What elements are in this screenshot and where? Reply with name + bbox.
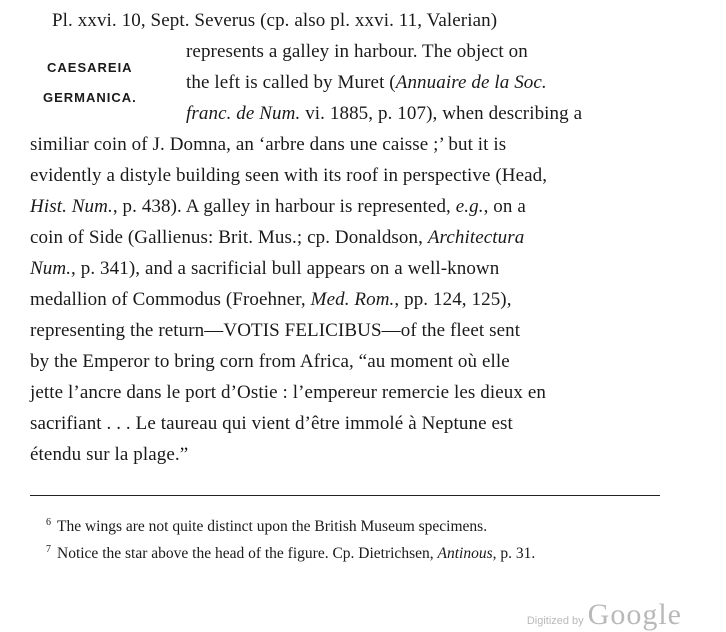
body-line-2: represents a galley in harbour. The object on <box>186 41 528 62</box>
body-line-7: Hist. Num., p. 438). A galley in harbour is represented, e.g., on a <box>30 196 526 217</box>
digitized-watermark <box>527 598 682 632</box>
body-line-4: franc. de Num. vi. 1885, p. 107), when describing a <box>186 103 583 124</box>
margin-note-line-1: CAESAREIA <box>47 60 133 75</box>
footnote-7: $^7$ Notice the star above the head of the figure. Cp. Dietrichsen, Antinous, p. 31. <box>46 544 536 563</box>
body-line-15: étendu sur la plage.” <box>30 444 189 465</box>
footnote-6-text: The wings are not quite distinct upon the British Museum specimens. <box>57 518 488 536</box>
body-line-9: Num., p. 341), and a sacrificial bull appears on a well-known <box>30 258 500 279</box>
body-line-5: similiar coin of J. Domna, an ‘arbre dans une caisse ;’ but it is <box>30 134 507 155</box>
footnote-6-mark: 6 <box>46 517 51 528</box>
body-line-10: medallion of Commodus (Froehner, Med. Rom., pp. 124, 125), <box>30 289 512 310</box>
body-line-11: representing the return—VOTIS FELICIBUS—of the fleet sent <box>30 320 521 341</box>
footnote-divider <box>30 495 660 496</box>
footnote-7-mark: 7 <box>46 544 51 555</box>
watermark-digitized-by: Digitized by <box>526 615 584 627</box>
margin-note-line-2: GERMANICA. <box>43 90 137 105</box>
body-line-14: sacrifiant . . . Le taureau qui vient d’être immolé à Neptune est <box>30 413 513 434</box>
body-line-12: by the Emperor to bring corn from Africa, “au moment où elle <box>30 351 510 372</box>
body-line-13: jette l’ancre dans le port d’Ostie : l’empereur remercie les dieux en <box>30 382 546 403</box>
body-line-3: the left is called by Muret (Annuaire de la Soc. <box>186 72 547 93</box>
footnote-6 <box>46 514 487 536</box>
google-logo: Google <box>587 598 682 631</box>
body-line-8: coin of Side (Gallienus: Brit. Mus.; cp. Donaldson, Architectura <box>30 227 525 248</box>
body-line-6: evidently a distyle building seen with its roof in perspective (Head, <box>30 165 548 186</box>
body-line-1: Pl. xxvi. 10, Sept. Severus (cp. also pl. xxvi. 11, Valerian) <box>52 10 498 31</box>
